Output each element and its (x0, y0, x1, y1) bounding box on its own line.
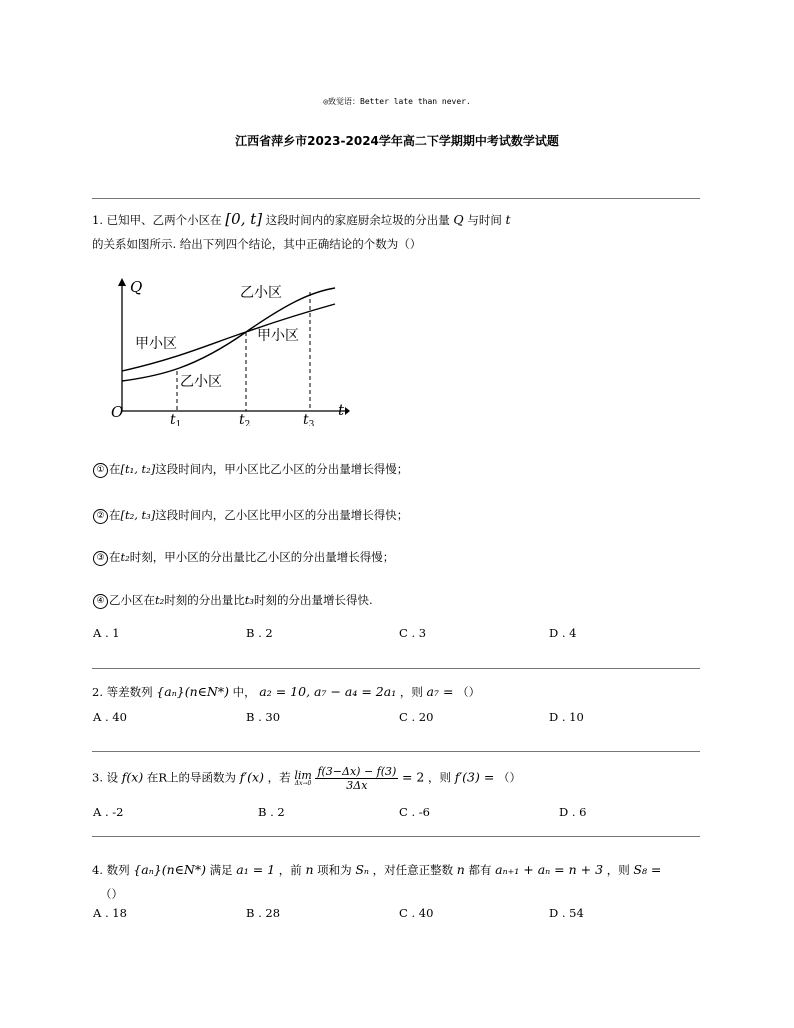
question-text: ，若 (267, 770, 291, 785)
label-jia-left: 甲小区 (135, 336, 177, 352)
question-1-figure (100, 278, 350, 426)
question-text: 与时间 (467, 213, 502, 227)
statement-1 (93, 461, 408, 478)
statement-2 (93, 507, 408, 524)
label-jia-right: 甲小区 (257, 328, 299, 344)
question-number: 4. (92, 863, 103, 877)
y-axis-label: Q (130, 278, 143, 296)
question-text: 都有 (468, 863, 492, 877)
math-interval: [t₁, t₂] (120, 462, 156, 476)
divider (92, 751, 700, 752)
question-text: 项和为 (317, 863, 352, 877)
math-ask: a₇ = (426, 684, 454, 699)
question-text: 在R上的导函数为 (146, 770, 237, 785)
math-limit (294, 770, 311, 787)
math-condition: a₂ = 10, a₇ − a₄ = 2a₁ (259, 684, 397, 699)
question-4-line (92, 862, 661, 878)
x-axis-arrow (345, 407, 350, 415)
math-interval: [t₂, t₃] (120, 508, 156, 522)
math-var: Sₙ (355, 862, 369, 877)
origin-label: O (111, 403, 124, 421)
tick-t1: $t_1$ (170, 412, 182, 426)
x-axis-label: t (338, 401, 345, 419)
question-4-line2: （） (100, 887, 123, 901)
option-d[interactable]: D . 4 (549, 626, 577, 640)
option-a[interactable]: A . 40 (93, 710, 127, 724)
statement-marker: ② (93, 509, 108, 524)
math-sequence: {aₙ}(n∈N*) (133, 862, 206, 877)
math-var: t (505, 212, 511, 227)
option-b[interactable]: B . 28 (246, 906, 281, 920)
limit-label: lim (294, 769, 312, 782)
y-axis-arrow (118, 278, 126, 286)
question-text: ，则 (399, 685, 423, 699)
math-eq: = 2 (401, 769, 425, 785)
question-text: 等差数列 (106, 685, 153, 699)
label-yi-bottom: 乙小区 (180, 374, 222, 390)
statement-text: 在 (109, 508, 121, 522)
option-a[interactable]: A . 1 (93, 626, 120, 640)
question-number: 2. (92, 685, 103, 699)
option-b[interactable]: B . 30 (246, 710, 281, 724)
math-fpx: f′(x) (239, 769, 264, 785)
statement-text: 在 (109, 550, 121, 564)
math-var: n (456, 862, 465, 877)
statement-marker: ① (93, 463, 108, 478)
math-var: t₂ (120, 550, 130, 564)
question-text: （） (497, 770, 521, 785)
math-fx: f(x) (121, 769, 144, 785)
statement-text: 这段时间内，甲小区比乙小区的分出量增长得慢； (155, 462, 409, 476)
curve-yi (122, 288, 335, 381)
statement-text: 乙小区在 (109, 593, 155, 607)
exam-title: 江西省萍乡市2023-2024学年高二下学期期中考试数学试题 (235, 134, 559, 148)
math-fraction (315, 765, 398, 792)
math-var: t₃ (244, 593, 254, 607)
statement-text: 这段时间内，乙小区比甲小区的分出量增长得快； (155, 508, 409, 522)
divider (92, 836, 700, 837)
statement-marker: ③ (93, 551, 108, 566)
math-condition: aₙ₊₁ + aₙ = n + 3 (495, 862, 604, 877)
statement-marker: ④ (93, 594, 108, 609)
divider (92, 198, 700, 199)
statement-text: 时刻的分出量增长得快. (253, 593, 373, 607)
question-text: ，则 (428, 770, 452, 785)
option-c[interactable]: C . -6 (399, 805, 430, 819)
option-a[interactable]: A . 18 (93, 906, 127, 920)
option-d[interactable]: D . 6 (559, 805, 587, 819)
option-b[interactable]: B . 2 (258, 805, 285, 819)
statement-4 (93, 592, 373, 609)
question-number: 3. (92, 770, 103, 785)
question-text: 已知甲、乙两个小区在 (106, 213, 222, 227)
statement-text: 在 (109, 462, 121, 476)
option-a[interactable]: A . -2 (93, 805, 124, 819)
statement-text: 时刻的分出量比 (164, 593, 245, 607)
question-2-line (92, 684, 480, 700)
question-3-line (92, 765, 521, 792)
question-number: 1. (92, 213, 103, 227)
fraction-numerator: f(3−Δx) − f(3) (317, 765, 397, 778)
math-interval: [0, t] (225, 210, 263, 228)
limit-subscript: Δx→0 (294, 780, 312, 787)
question-text: ，对任意正整数 (372, 863, 454, 877)
statement-3 (93, 549, 394, 566)
question-text: 这段时间内的家庭厨余垃圾的分出量 (265, 213, 450, 227)
option-d[interactable]: D . 54 (549, 906, 584, 920)
math-var: t₂ (155, 593, 165, 607)
math-ask: S₈ = (633, 862, 662, 877)
divider (92, 668, 700, 669)
math-ask: f′(3) = (454, 769, 495, 785)
option-c[interactable]: C . 3 (399, 626, 427, 640)
math-condition: a₁ = 1 (236, 862, 276, 877)
option-c[interactable]: C . 20 (399, 710, 434, 724)
tick-t3: $t_3$ (303, 412, 315, 426)
tick-t2: $t_2$ (239, 412, 251, 426)
question-text: 数列 (106, 863, 130, 877)
question-1-line1 (92, 210, 511, 228)
question-text: 设 (106, 770, 119, 785)
math-sequence: {aₙ}(n∈N*) (156, 684, 229, 699)
math-var: n (305, 862, 314, 877)
question-text: 满足 (209, 863, 233, 877)
question-1-line2: 的关系如图所示. 给出下列四个结论，其中正确结论的个数为（） (92, 237, 422, 251)
question-text: ，则 (606, 863, 630, 877)
question-text: 中， (232, 685, 256, 699)
option-c[interactable]: C . 40 (399, 906, 434, 920)
label-yi-top: 乙小区 (240, 285, 282, 301)
question-text: （） (457, 685, 481, 699)
statement-text: 时刻，甲小区的分出量比乙小区的分出量增长得慢； (129, 550, 395, 564)
question-text: ，前 (278, 863, 302, 877)
motto-text: ◎致觉语：Better late than never. (323, 97, 471, 106)
option-b[interactable]: B . 2 (246, 626, 273, 640)
fraction-denominator: 3Δx (346, 779, 368, 792)
math-var: Q (453, 212, 464, 227)
option-d[interactable]: D . 10 (549, 710, 584, 724)
